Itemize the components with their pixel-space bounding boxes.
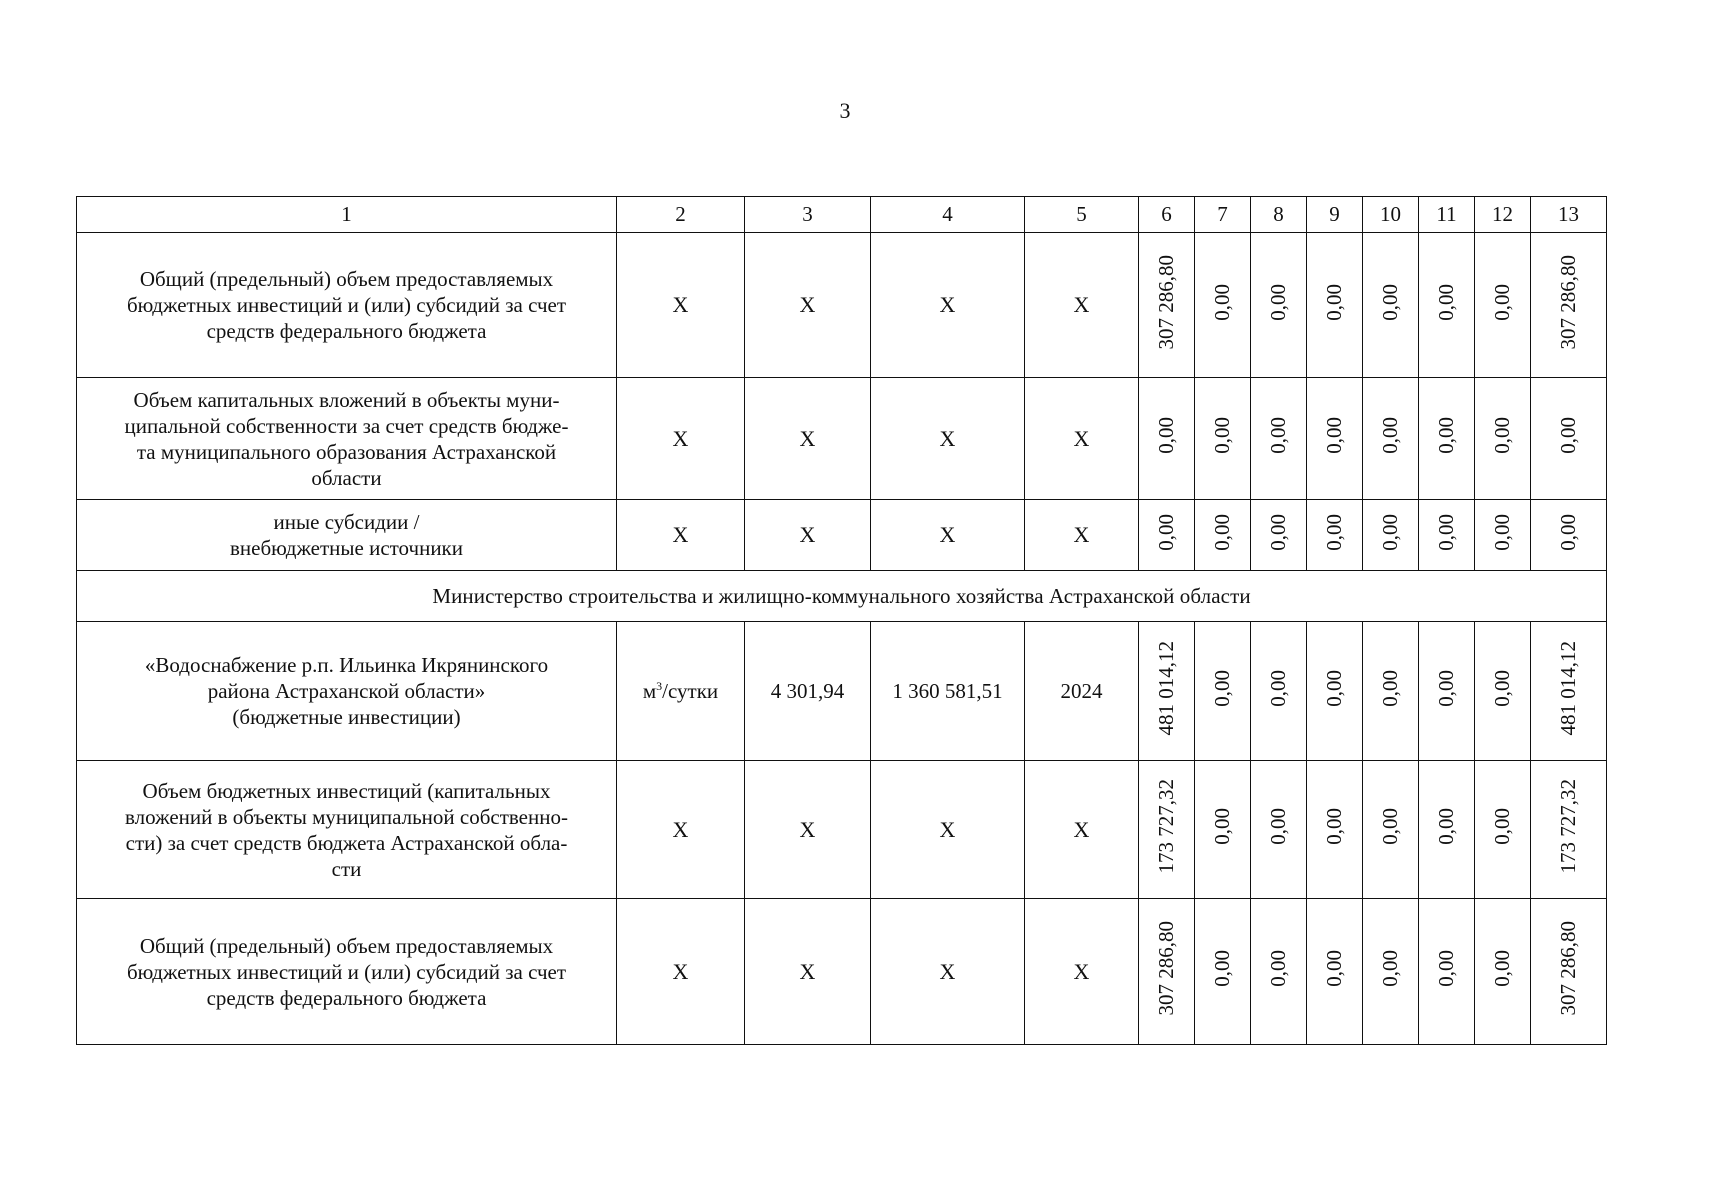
cell-value: 0,00	[1307, 233, 1363, 378]
cell-value: 0,00	[1195, 899, 1251, 1045]
cell-value: 0,00	[1307, 378, 1363, 500]
desc-line: иные субсидии /	[273, 510, 420, 534]
page-number: 3	[839, 98, 851, 123]
desc-line: внебюджетные источники	[229, 536, 463, 560]
cell-capacity: Х	[745, 761, 871, 899]
cell-value: 0,00	[1363, 233, 1419, 378]
table-row	[77, 378, 1607, 500]
cell-value: 0,00	[1307, 899, 1363, 1045]
cell-unit: Х	[617, 233, 745, 378]
cell-value: 307 286,80	[1531, 233, 1607, 378]
desc-line: «Водоснабжение р.п. Ильинка Икрянинского	[144, 653, 549, 677]
cell-value: 0,00	[1251, 761, 1307, 899]
table-row	[77, 761, 1607, 899]
cell-value: 0,00	[1475, 500, 1531, 571]
cell-value: 0,00	[1195, 761, 1251, 899]
cell-cost: 1 360 581,51	[871, 622, 1025, 761]
cell-value: 0,00	[1419, 761, 1475, 899]
desc-line: области	[311, 465, 382, 490]
column-number: 8	[1251, 197, 1307, 233]
cell-value: 0,00	[1475, 233, 1531, 378]
budget-table	[76, 196, 1607, 1045]
column-number: 1	[77, 197, 617, 233]
desc-line: района Астраханской области»	[207, 679, 486, 703]
row-description	[77, 378, 617, 500]
cell-value: 0,00	[1363, 899, 1419, 1045]
cell-value: 307 286,80	[1531, 899, 1607, 1045]
cell-value: 0,00	[1307, 500, 1363, 571]
cell-value: 0,00	[1251, 899, 1307, 1045]
cell-value: 0,00	[1475, 899, 1531, 1045]
table-row	[77, 622, 1607, 761]
table-row	[77, 233, 1607, 378]
column-number: 3	[745, 197, 871, 233]
cell-cost: Х	[871, 378, 1025, 500]
cell-cost: Х	[871, 233, 1025, 378]
cell-value: 0,00	[1195, 233, 1251, 378]
cell-capacity: Х	[745, 500, 871, 571]
cell-value: 0,00	[1419, 500, 1475, 571]
row-description	[77, 500, 617, 571]
column-number: 9	[1307, 197, 1363, 233]
cell-year: Х	[1025, 233, 1139, 378]
column-number: 13	[1531, 197, 1607, 233]
cell-cost: Х	[871, 899, 1025, 1045]
cell-value: 0,00	[1363, 622, 1419, 761]
cell-value: 0,00	[1195, 378, 1251, 500]
cell-value: 0,00	[1531, 500, 1607, 571]
cell-value: 307 286,80	[1139, 899, 1195, 1045]
row-description	[77, 233, 617, 378]
section-row	[77, 571, 1607, 622]
column-number-row	[77, 197, 1607, 233]
cell-value: 0,00	[1475, 378, 1531, 500]
cell-unit: Х	[617, 761, 745, 899]
desc-line: Объем капитальных вложений в объекты муни-	[133, 387, 560, 412]
cell-value: 0,00	[1139, 378, 1195, 500]
table-row	[77, 899, 1607, 1045]
cell-value: 0,00	[1195, 622, 1251, 761]
cell-value: 307 286,80	[1139, 233, 1195, 378]
cell-value: 481 014,12	[1139, 622, 1195, 761]
cell-value: 0,00	[1251, 233, 1307, 378]
column-number: 10	[1363, 197, 1419, 233]
cell-value: 0,00	[1139, 500, 1195, 571]
cell-capacity: Х	[745, 378, 871, 500]
cell-value: 0,00	[1419, 622, 1475, 761]
cell-value: 481 014,12	[1531, 622, 1607, 761]
desc-line: сти) за счет средств бюджета Астраханской обла-	[125, 830, 568, 855]
desc-line: бюджетных инвестиций и (или) субсидий за счет	[126, 959, 567, 984]
cell-unit: Х	[617, 899, 745, 1045]
desc-line: бюджетных инвестиций и (или) субсидий за счет	[126, 293, 567, 317]
cell-unit: $м^3$/сутки	[617, 622, 745, 761]
row-description	[77, 899, 617, 1045]
row-description	[77, 622, 617, 761]
cell-value: 0,00	[1251, 378, 1307, 500]
desc-line: средств федерального бюджета	[206, 319, 487, 343]
cell-value: 0,00	[1419, 899, 1475, 1045]
desc-line: (бюджетные инвестиции)	[232, 705, 461, 729]
cell-unit: Х	[617, 378, 745, 500]
row-description	[77, 761, 617, 899]
desc-line: ципальной собственности за счет средств бюдже-	[124, 413, 569, 438]
desc-line: Общий (предельный) объем предоставляемых	[139, 933, 554, 958]
desc-line: сти	[331, 856, 362, 881]
column-number: 4	[871, 197, 1025, 233]
cell-capacity: Х	[745, 233, 871, 378]
column-number: 7	[1195, 197, 1251, 233]
desc-line: вложений в объекты муниципальной собственно-	[125, 804, 568, 829]
table-row	[77, 500, 1607, 571]
column-number: 12	[1475, 197, 1531, 233]
cell-value: 0,00	[1251, 622, 1307, 761]
cell-value: 0,00	[1363, 378, 1419, 500]
cell-value: 0,00	[1475, 622, 1531, 761]
section-title: Министерство строительства и жилищно-коммунального хозяйства Астраханской области	[77, 571, 1607, 622]
cell-value: 0,00	[1307, 761, 1363, 899]
cell-year: Х	[1025, 899, 1139, 1045]
cell-value: 0,00	[1531, 378, 1607, 500]
cell-unit: Х	[617, 500, 745, 571]
desc-line: средств федерального бюджета	[206, 985, 487, 1010]
cell-value: 0,00	[1251, 500, 1307, 571]
column-number: 2	[617, 197, 745, 233]
cell-value: 0,00	[1475, 761, 1531, 899]
desc-line: Общий (предельный) объем предоставляемых	[139, 267, 554, 291]
cell-value: 0,00	[1363, 500, 1419, 571]
desc-line: Объем бюджетных инвестиций (капитальных	[142, 778, 551, 803]
cell-value: 173 727,32	[1531, 761, 1607, 899]
column-number: 11	[1419, 197, 1475, 233]
cell-cost: Х	[871, 500, 1025, 571]
cell-capacity: 4 301,94	[745, 622, 871, 761]
column-number: 5	[1025, 197, 1139, 233]
cell-value: 0,00	[1195, 500, 1251, 571]
cell-value: 0,00	[1307, 622, 1363, 761]
cell-value: 0,00	[1419, 233, 1475, 378]
cell-year: 2024	[1025, 622, 1139, 761]
cell-value: 0,00	[1363, 761, 1419, 899]
cell-year: Х	[1025, 500, 1139, 571]
cell-capacity: Х	[745, 899, 871, 1045]
cell-year: Х	[1025, 761, 1139, 899]
cell-value: 173 727,32	[1139, 761, 1195, 899]
cell-year: Х	[1025, 378, 1139, 500]
column-number: 6	[1139, 197, 1195, 233]
cell-cost: Х	[871, 761, 1025, 899]
cell-value: 0,00	[1419, 378, 1475, 500]
desc-line: та муниципального образования Астраханской	[136, 439, 557, 464]
